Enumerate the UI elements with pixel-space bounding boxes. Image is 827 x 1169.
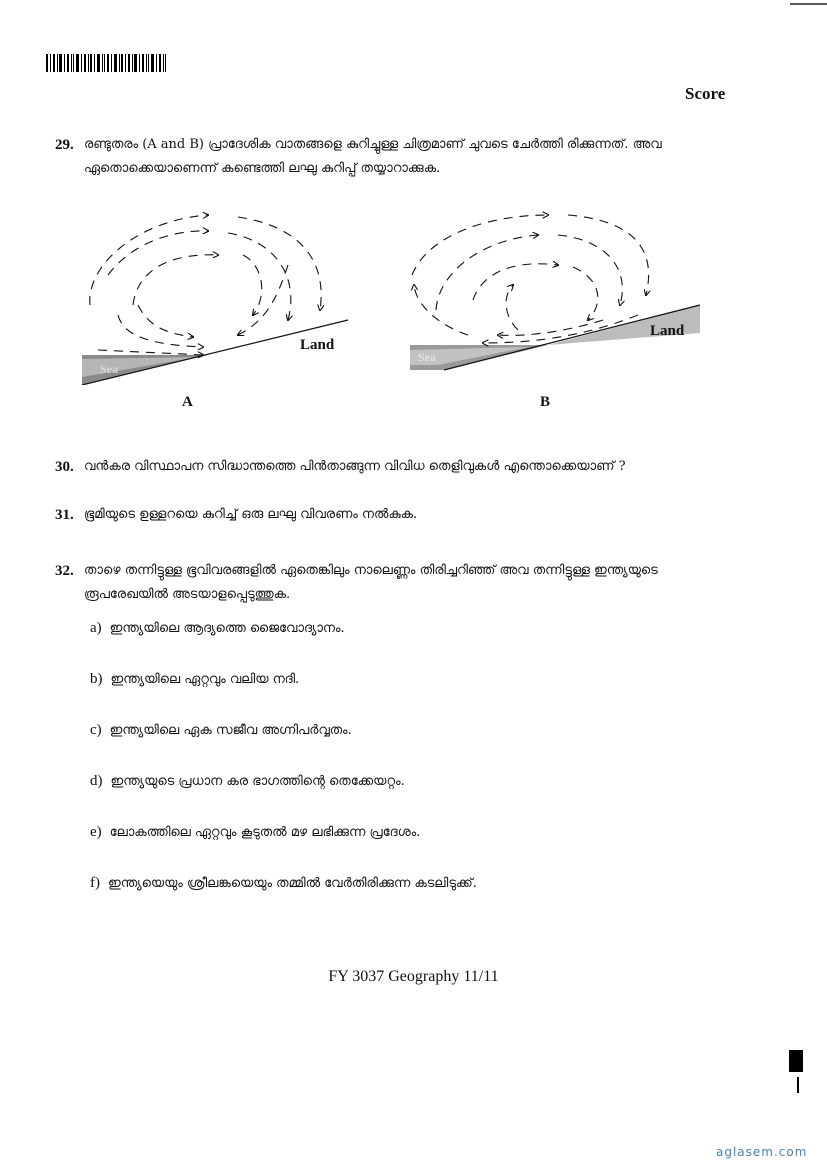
question-31-number: 31.	[55, 507, 74, 523]
item-letter: a)	[90, 620, 102, 636]
question-32-text: താഴെ തന്നിട്ടുള്ള ഭൂവിവരങ്ങളിൽ ഏതെങ്കിലും നാലെണ്ണം തിരിച്ചറിഞ്ഞ് അവ തന്നിട്ടുള്ള ഇന്ത്യയുടെ രൂപരേഖയിൽ അടയാളപ്പെടുത്തുക.	[84, 563, 658, 602]
figure-a-diagram	[78, 205, 368, 385]
registration-tick	[797, 1077, 799, 1093]
sea-label: Sea	[418, 350, 436, 364]
corner-mark	[790, 0, 827, 14]
watermark: aglasem.com	[716, 1145, 808, 1159]
question-32-item-d	[90, 773, 405, 790]
question-32-item-b	[90, 671, 299, 688]
question-32-item-a	[90, 620, 345, 637]
sea-label: Sea	[100, 362, 118, 376]
figure-b-diagram	[408, 205, 706, 385]
item-letter: f)	[90, 875, 100, 891]
item-letter: b)	[90, 671, 103, 687]
item-letter: d)	[90, 773, 103, 789]
item-text: ഇന്ത്യയുടെ പ്രധാന കര ഭാഗത്തിന്റെ തെക്കേയറ്റം.	[110, 774, 405, 789]
item-text: ഇന്ത്യയിലെ ഏറ്റവും വലിയ നദി.	[110, 672, 300, 687]
question-32-item-c	[90, 722, 352, 739]
item-text: ലോകത്തിലെ ഏറ്റവും കൂടുതൽ മഴ ലഭിക്കുന്ന പ്രദേശം.	[109, 825, 421, 840]
score-label: Score	[685, 84, 726, 103]
page-footer: FY 3037 Geography 11/11	[328, 968, 499, 985]
land-label: Land	[650, 323, 685, 339]
item-letter: e)	[90, 824, 102, 840]
registration-mark	[789, 1050, 803, 1072]
question-30-number: 30.	[55, 459, 74, 475]
question-32-item-e	[90, 824, 420, 841]
figure-a-label: A	[182, 394, 193, 410]
item-letter: c)	[90, 722, 102, 738]
item-text: ഇന്ത്യയിലെ ആദ്യത്തെ ജൈവോദ്യാനം.	[109, 621, 345, 636]
question-30-text: വൻകര വിസ്ഥാപന സിദ്ധാന്തത്തെ പിൻതാങ്ങുന്ന വിവിധ തെളിവുകൾ എന്തൊക്കെയാണ് ?	[84, 459, 626, 474]
question-31-text: ഭൂമിയുടെ ഉള്ളറയെ കുറിച്ച് ഒരു ലഘു വിവരണം നൽകുക.	[84, 507, 418, 522]
question-32-item-f	[90, 875, 477, 892]
question-32-number: 32.	[55, 563, 74, 579]
figure-b-label: B	[540, 394, 551, 410]
question-29-text: രണ്ടുതരം (A and B) പ്രാദേശിക വാതങ്ങളെ കുറിച്ചുള്ള ചിത്രമാണ് ചുവടെ ചേർത്തി രിക്കുന്നത്. അവ ഏതൊക്കെയാണെന്ന് കണ്ടെത്തി ലഘു കുറിപ്പ് തയ്യാറാക്കുക.	[84, 137, 662, 176]
question-29-number: 29.	[55, 137, 74, 153]
item-text: ഇന്ത്യയിലെ ഏക സജീവ അഗ്നിപർവ്വതം.	[109, 723, 352, 738]
land-label: Land	[300, 337, 335, 353]
barcode	[46, 54, 166, 72]
item-text: ഇന്ത്യയെയും ശ്രീലങ്കയെയും തമ്മിൽ വേർതിരിക്കുന്ന കടലിടുക്ക്.	[108, 876, 477, 891]
